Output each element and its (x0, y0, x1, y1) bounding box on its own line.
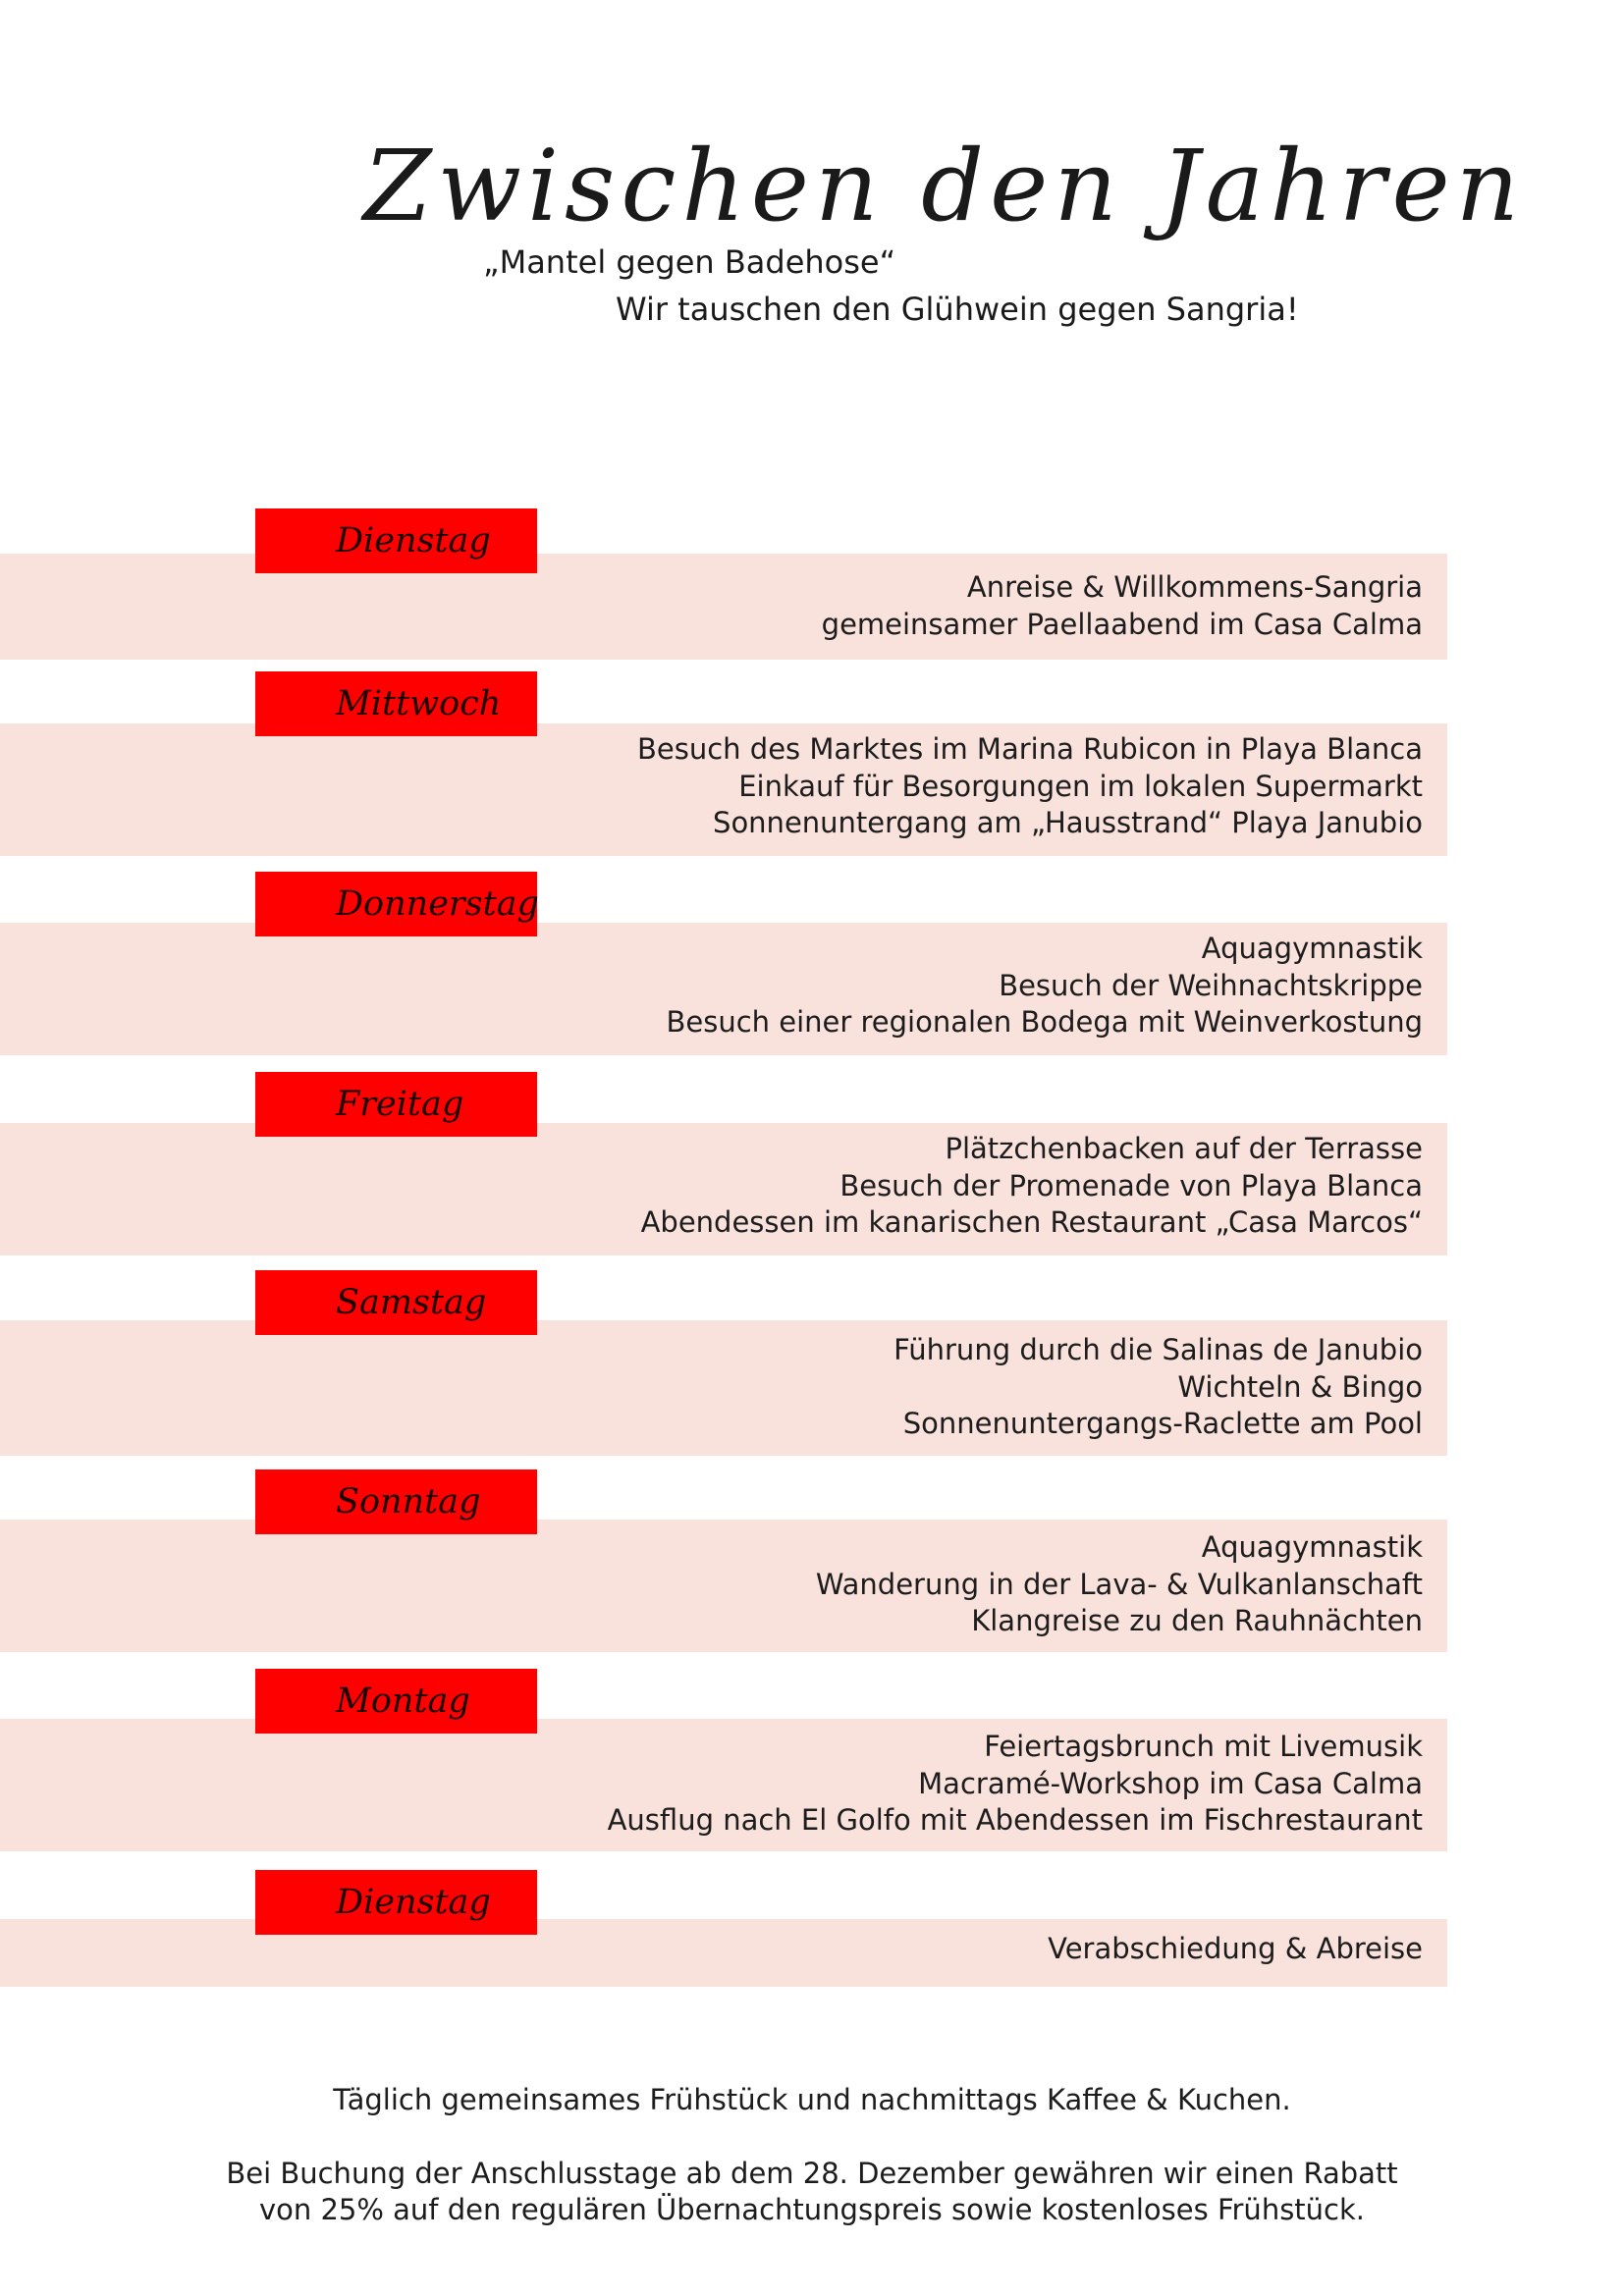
day-label-sonntag: Sonntag (255, 1469, 537, 1534)
activity-line: Feiertagsbrunch mit Livemusik (984, 1730, 1423, 1763)
day-label-montag: Montag (255, 1669, 537, 1734)
page-title: Zwischen den Jahren (363, 129, 1526, 243)
day-label-dienstag-departure: Dienstag (255, 1870, 537, 1935)
day-label-dienstag-arrival: Dienstag (255, 508, 537, 573)
day-band-dienstag-arrival (0, 554, 1447, 660)
activity-line: Abendessen im kanarischen Restaurant „Casa Marcos“ (640, 1205, 1423, 1239)
activity-line: Aquagymnastik (1201, 932, 1423, 965)
activity-line: Besuch einer regionalen Bodega mit Weinverkostung (666, 1005, 1423, 1039)
offer-note (0, 2156, 1624, 2228)
activity-line: Besuch der Promenade von Playa Blanca (839, 1168, 1423, 1202)
activity-line: Sonnenuntergang am „Hausstrand“ Playa Janubio (713, 806, 1423, 839)
activity-line: Aquagymnastik (1201, 1530, 1423, 1564)
activity-line: Verabschiedung & Abreise (1048, 1932, 1423, 1965)
day-band-freitag (0, 1123, 1447, 1255)
activity-line: Einkauf für Besorgungen im lokalen Supermarkt (738, 769, 1423, 803)
day-band-montag (0, 1719, 1447, 1851)
day-band-samstag (0, 1320, 1447, 1456)
day-band-donnerstag (0, 923, 1447, 1055)
day-label-freitag: Freitag (255, 1072, 537, 1137)
offer-line: von 25% auf den regulären Übernachtungspreis sowie kostenloses Frühstück. (258, 2193, 1366, 2226)
day-label-samstag: Samstag (255, 1270, 537, 1335)
day-band-mittwoch (0, 723, 1447, 856)
offer-line: Bei Buchung der Anschlusstage ab dem 28. Dezember gewähren wir einen Rabatt (226, 2157, 1398, 2190)
activity-line: Klangreise zu den Rauhnächten (971, 1604, 1423, 1637)
activity-line: Sonnenuntergangs-Raclette am Pool (902, 1407, 1423, 1440)
tagline: Wir tauschen den Glühwein gegen Sangria! (616, 291, 1299, 328)
subtitle: „Mantel gegen Badehose“ (483, 243, 896, 281)
activity-line: Wanderung in der Lava- & Vulkanlanschaft (815, 1567, 1423, 1601)
day-label-mittwoch: Mittwoch (255, 671, 537, 736)
day-band-sonntag (0, 1520, 1447, 1652)
activity-line: Führung durch die Salinas de Janubio (893, 1333, 1423, 1366)
activity-line: Ausflug nach El Golfo mit Abendessen im Fischrestaurant (607, 1803, 1423, 1837)
activity-line: Besuch der Weihnachtskrippe (999, 968, 1423, 1002)
day-label-donnerstag: Donnerstag (255, 872, 537, 936)
activity-line: Plätzchenbacken auf der Terrasse (945, 1132, 1423, 1165)
activity-line: Anreise & Willkommens-Sangria (966, 570, 1423, 604)
day-band-dienstag-departure (0, 1919, 1447, 1987)
daily-note: Täglich gemeinsames Frühstück und nachmittags Kaffee & Kuchen. (333, 2083, 1291, 2116)
activity-line: Macramé-Workshop im Casa Calma (918, 1766, 1423, 1800)
activity-line: gemeinsamer Paellaabend im Casa Calma (821, 607, 1423, 641)
activity-line: Besuch des Marktes im Marina Rubicon in Playa Blanca (637, 732, 1423, 766)
activity-line: Wichteln & Bingo (1177, 1369, 1423, 1404)
